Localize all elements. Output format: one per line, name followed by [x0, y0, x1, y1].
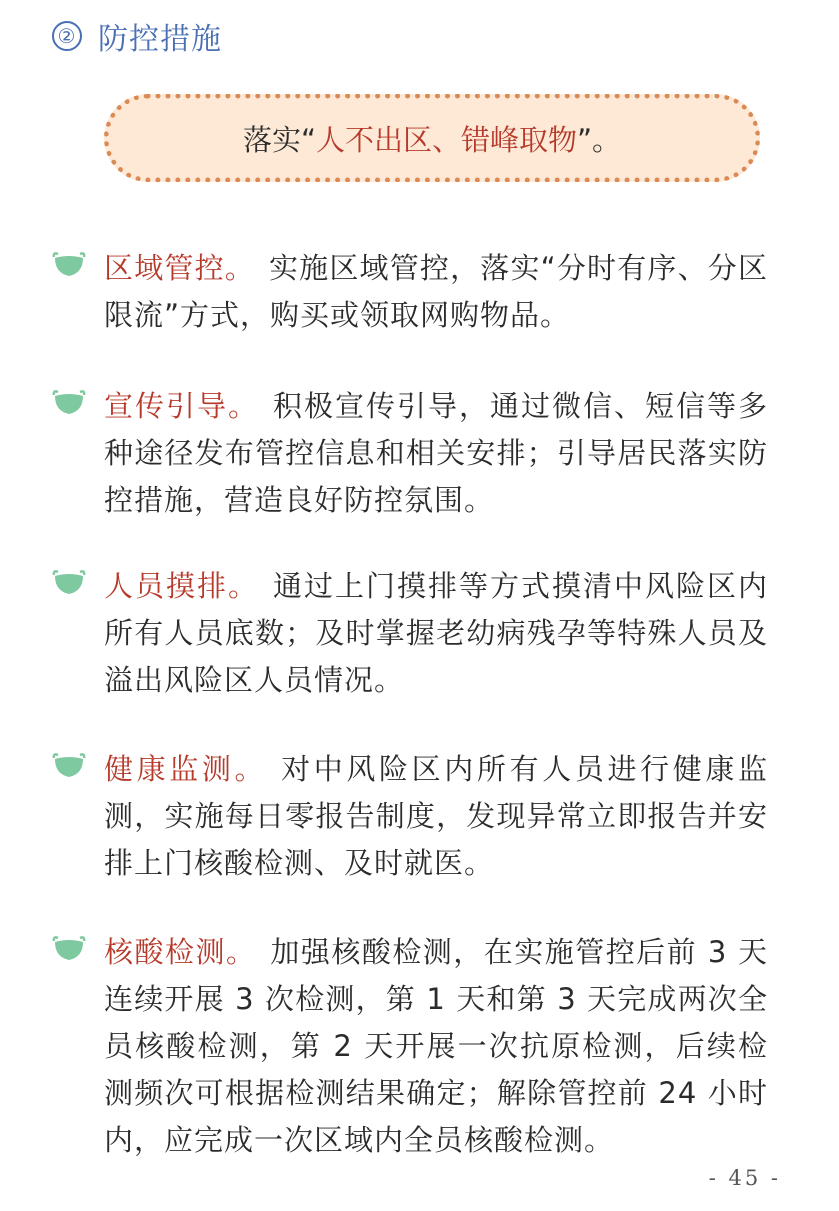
- section-heading: [52, 14, 222, 58]
- face-mask-icon: [52, 251, 86, 279]
- section-number: ②: [52, 21, 82, 51]
- face-mask-icon: [52, 389, 86, 417]
- callout-prefix: 落实“: [242, 122, 316, 157]
- item-body: 实施区域管控，落实“分时有序、分区限流”方式，购买或领取网购物品。: [104, 251, 768, 332]
- item-title: 核酸检测。: [104, 935, 257, 969]
- face-mask-icon: [52, 752, 86, 780]
- page-number: - 45 -: [708, 1166, 781, 1190]
- callout-box: [104, 94, 760, 182]
- list-item: [52, 929, 772, 1164]
- item-body: 加强核酸检测，在实施管控后前 3 天连续开展 3 次检测，第 1 天和第 3 天完成两次全员核酸检测，第 2 天开展一次抗原检测，后续检测频次可根据检测结果确定；解除管控前 24 小时内，应完成一次区域内全员核酸检测。: [104, 935, 768, 1157]
- callout-suffix: ”。: [577, 122, 622, 157]
- callout-highlight: 人不出区、错峰取物: [315, 122, 577, 157]
- list-item: [52, 746, 772, 887]
- list-item: [52, 383, 772, 524]
- item-title: 人员摸排。: [104, 569, 259, 603]
- item-title: 宣传引导。: [104, 389, 259, 423]
- item-body: 积极宣传引导，通过微信、短信等多种途径发布管控信息和相关安排；引导居民落实防控措施，营造良好防控氛围。: [104, 389, 768, 517]
- item-title: 健康监测。: [104, 752, 268, 786]
- item-body: 对中风险区内所有人员进行健康监测，实施每日零报告制度，发现异常立即报告并安排上门核酸检测、及时就医。: [104, 752, 768, 880]
- section-title: 防控措施: [98, 22, 222, 57]
- item-body: 通过上门摸排等方式摸清中风险区内所有人员底数；及时掌握老幼病残孕等特殊人员及溢出风险区人员情况。: [104, 569, 768, 697]
- list-item: [52, 245, 772, 339]
- face-mask-icon: [52, 935, 86, 963]
- list-item: [52, 563, 772, 704]
- item-title: 区域管控。: [104, 251, 255, 285]
- face-mask-icon: [52, 569, 86, 597]
